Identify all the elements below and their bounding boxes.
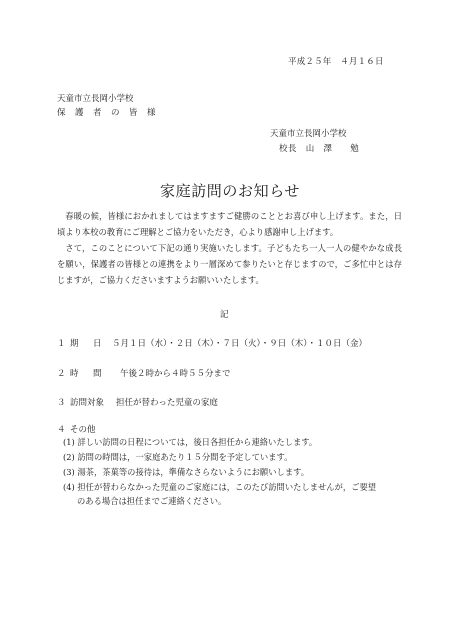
item-number: ２ xyxy=(57,369,66,379)
sender-school: 天童市立長岡小学校 xyxy=(270,129,347,139)
item-value: 担任が替わった児童の家庭 xyxy=(116,398,218,408)
note-item-continued: のある場合は担任までご連絡ください。 xyxy=(77,496,227,506)
recipient-guardians: 保 護 者 の 皆 様 xyxy=(57,108,159,118)
note-item: (3) 湯茶，茶菓等の接待は，準備なさらないようにお願いします。 xyxy=(63,467,310,477)
note-item: (4) 担任が替わらなかった児童のご家庭には，このたび訪問いたしませんが，ご要望 xyxy=(63,482,377,492)
recipient-school: 天童市立長岡小学校 xyxy=(57,94,134,104)
item-value: 午後２時から４時５５分まで xyxy=(120,369,231,379)
item-number: １ xyxy=(57,339,66,349)
sender-principal: 校長 山 澤 勉 xyxy=(279,144,360,154)
item-number: ４ xyxy=(57,425,66,435)
body-paragraph: さて，このことについて下記の通り実施いたします。子どもたち一人一人の健やかな成長を願い，保護者の皆様との連携をより一層深めて参りたいと存じますので，ご多忙中とは存じますが，ご協力くださいますようお願いいたします。 xyxy=(57,243,402,285)
document-title: 家庭訪問のお知らせ xyxy=(160,182,300,200)
body-text xyxy=(57,208,402,288)
note-item: (2) 訪問の時間は，一家庭あたり１５分間を予定しています。 xyxy=(63,452,293,462)
body-paragraph: 春暖の候，皆様におかれましてはますますご健勝のこととお喜び申し上げます。また，日頃より本校の教育にご理解とご協力をいただき，心より感謝申し上げます。 xyxy=(57,211,402,237)
document-date: 平成２５年 ４月１６日 xyxy=(288,57,384,67)
ki-heading: 記 xyxy=(220,310,229,320)
item-label: 期 日 xyxy=(70,339,105,349)
item-label: 訪問対象 xyxy=(70,398,105,408)
item-value: ５月１日（水）・２日（木）・７日（火）・９日（木）・１０日（金） xyxy=(112,339,368,349)
note-item: (1) 詳しい訪問の日程については，後日各担任から連絡いたします。 xyxy=(63,437,318,447)
item-label: その他 xyxy=(70,425,96,435)
item-label: 時 間 xyxy=(70,369,105,379)
item-number: ３ xyxy=(57,398,66,408)
